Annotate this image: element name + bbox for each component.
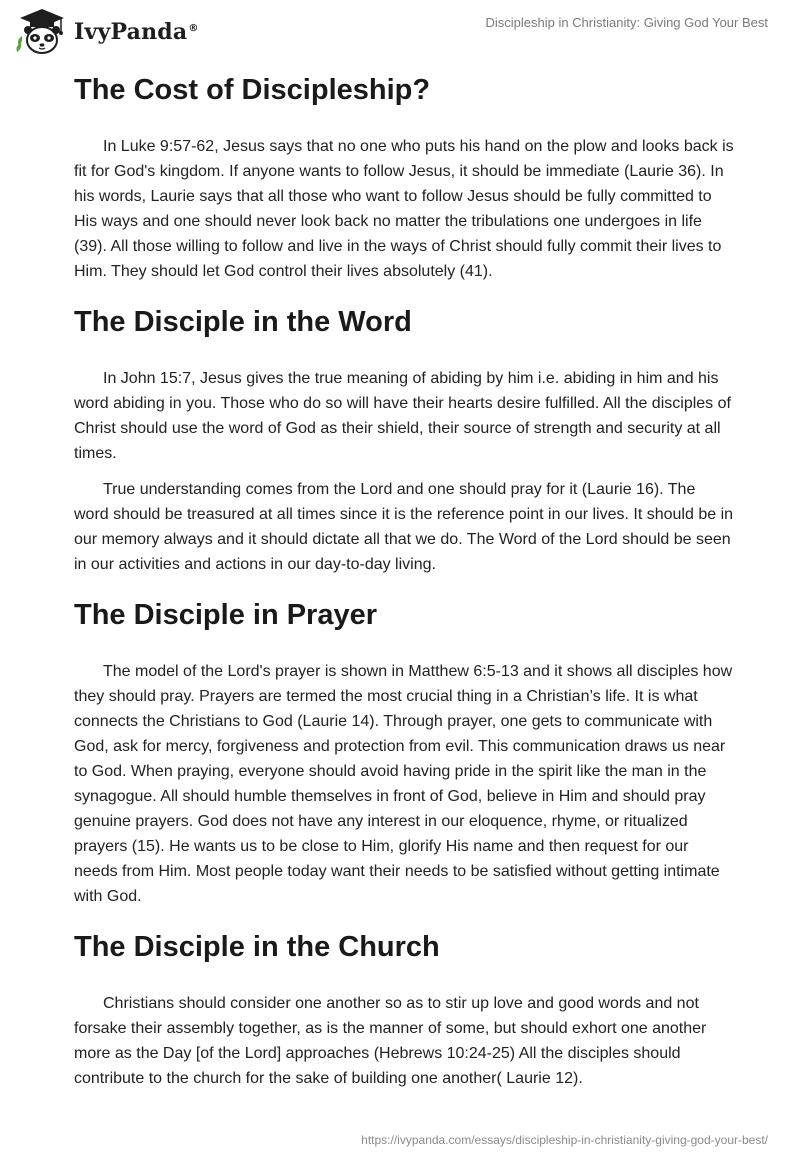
paragraph: Christians should consider one another so as to stir up love and good words and not forsake their assembly together, as is the manner of some, but should exhort one another more as the Day [of the Lord] approaches (Hebrews 10:24-25) All the disciples should contribute to the church for the sake of building one another( Laurie 12). [74,995,707,1087]
registered-mark: ® [188,22,199,34]
paragraph: In Luke 9:57-62, Jesus says that no one who puts his hand on the plow and looks back is fit for God's kingdom. If anyone wants to follow Jesus, it should be immediate (Laurie 36). In his words, Laurie says that all those who want to follow Jesus should be fully committed to His ways and one should never look back no matter the tribulations one undergoes in life (39). All those willing to follow and live in the ways of Christ should fully commit their lives to Him. They should let God control their lives absolutely (41). [74,138,734,280]
section-heading: The Disciple in the Word [74,306,412,338]
article-content [74,70,734,1109]
brand-logo[interactable] [14,8,199,56]
paragraph: The model of the Lord's prayer is shown in Matthew 6:5-13 and it shows all disciples how they should pray. Prayers are termed the most crucial thing in a Christian’s life. It is what connects the Christians to God (Laurie 14). Through prayer, one gets to communicate with God, ask for mercy, forgiveness and protection from evil. This communication draws us near to God. When praying, everyone should avoid having pride in the spirit like the man in the synagogue. All should humble themselves in front of God, believe in Him and should pray genuine prayers. God does not have any interest in our eloquence, rhyme, or ritualized prayers (15). He wants us to be close to Him, glorify His name and then request for our needs from Him. Most people today want their needs to be satisfied without getting intimate with God. [74,663,733,905]
section-disciple-in-the-church [74,927,734,1091]
source-url[interactable]: https://ivypanda.com/essays/discipleship-in-christianity-giving-god-your-best/ [361,1133,768,1147]
page-header [0,0,800,60]
paragraph: In John 15:7, Jesus gives the true meaning of abiding by him i.e. abiding in him and his word abiding in you. Those who do so will have their hearts desire fulfilled. All the disciples of Christ should use the word of God as their shield, their source of strength and security at all times. [74,370,731,462]
section-heading: The Disciple in the Church [74,931,440,963]
section-heading: The Disciple in Prayer [74,599,378,631]
paragraph: True understanding comes from the Lord and one should pray for it (Laurie 16). The word should be treasured at all times since it is the reference point in our lives. It should be in our memory always and it should dictate all that we do. The Word of the Lord should be seen in our activities and actions in our day-to-day living. [74,481,734,573]
section-cost-of-discipleship [74,70,734,284]
panda-graduate-icon [14,8,70,56]
document-title: Discipleship in Christianity: Giving God Your Best [485,15,768,30]
section-disciple-in-prayer [74,595,734,909]
section-disciple-in-the-word [74,302,734,577]
brand-name: IvyPanda® [74,19,199,45]
section-heading: The Cost of Discipleship? [74,74,431,106]
